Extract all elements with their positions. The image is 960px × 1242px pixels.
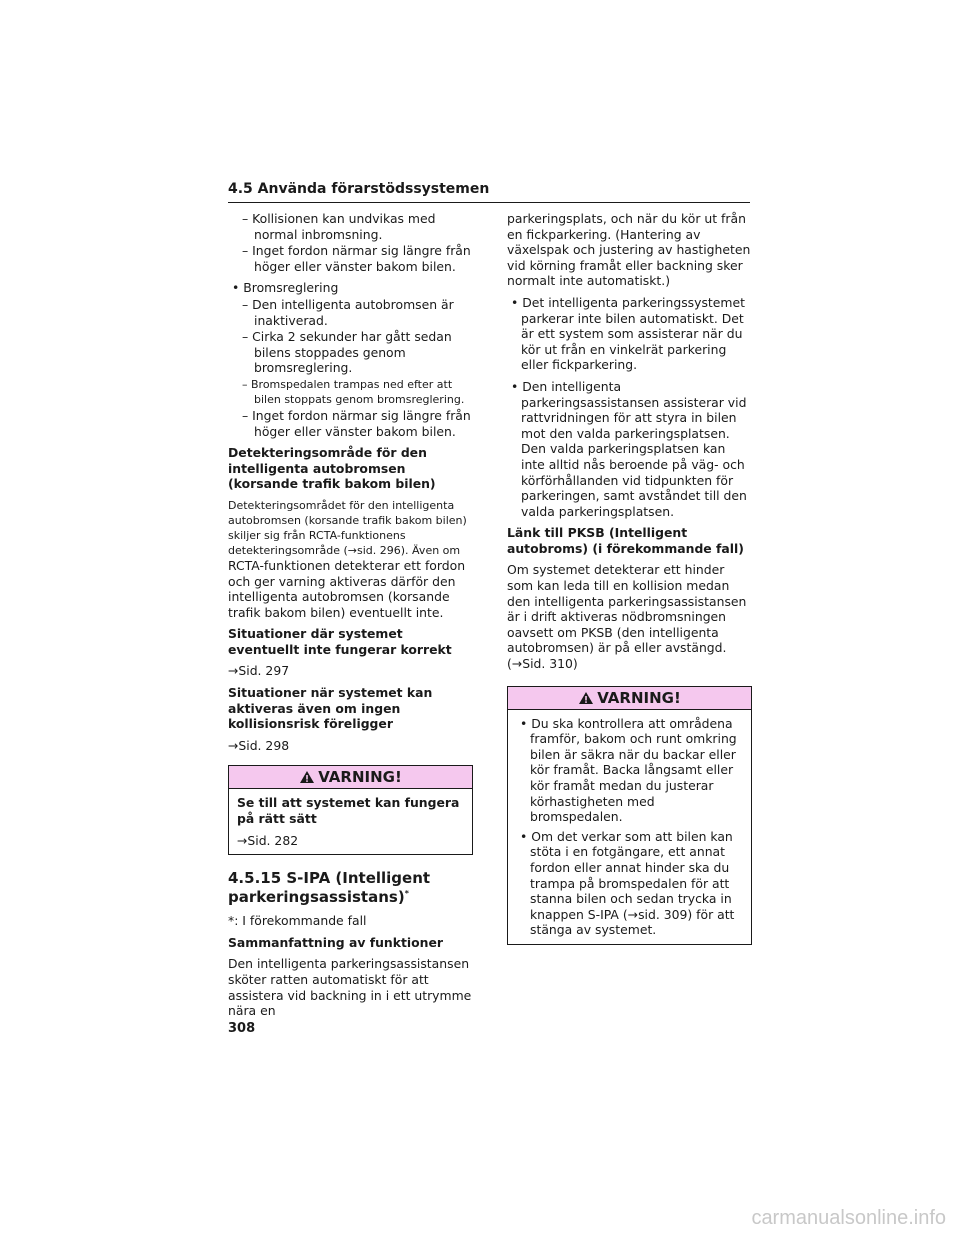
warning-title: Se till att systemet kan fungera på rätt sätt	[237, 795, 460, 827]
warning-box	[228, 765, 473, 855]
page-reference-link[interactable]: →Sid. 297	[228, 663, 290, 679]
list-item: • Den intelligenta parkeringsassistansen assisterar vid rattvridningen för att styra in bilen mot den valda parkeringsplatsen. Den valda parkeringsplatsen kan inte alltid nås beroende på väg- och körförhållanden vid tidpunkten för parkeringen, samt avståndet till den valda parkeringsplatsen.	[511, 378, 747, 519]
warning-label: VARNING!	[318, 768, 402, 787]
section-header-title: 4.5 Använda förarstödssystemen	[228, 181, 490, 197]
page-number: 308	[228, 1021, 256, 1036]
list-item: • Du ska kontrollera att områdena framför, bakom och runt omkring bilen är säkra när du backar eller kör framåt. Backa långsamt eller kör framåt medan du justerar körhastigheten med bromspedalen.	[520, 715, 737, 825]
list-item: – Bromspedalen trampas ned efter att bilen stoppats genom bromsreglering.	[242, 377, 465, 406]
continued-text: parkeringsplats, och när du kör ut från en fickparkering. (Hantering av växelspak och justering av hastigheten vid körning framåt eller backning sker normalt inte automatiskt.)	[507, 211, 751, 289]
subheading-pksb: Länk till PKSB (Intelligent autobroms) (i förekommande fall)	[507, 525, 744, 556]
warning-icon	[578, 691, 594, 705]
list-item: • Bromsreglering	[232, 280, 339, 296]
warning-icon	[299, 770, 315, 784]
detection-text-small: Detekteringsområdet för den intelligenta autobromsen (korsande trafik bakom bilen) skiljer sig från RCTA-funktionens detekteringsområde (→sid. 296). Även om	[228, 498, 467, 557]
page-reference-link[interactable]: →Sid. 298	[228, 737, 290, 753]
section-title-text: 4.5.15 S-IPA (Intelligent parkeringsassistans)	[228, 869, 431, 907]
subheading-detection: Detekteringsområde för den intelligenta autobromsen (korsande trafik bakom bilen)	[228, 445, 436, 492]
footnote: *: I förekommande fall	[228, 913, 367, 929]
subheading-summary: Sammanfattning av funktioner	[228, 934, 444, 950]
warning-box	[507, 686, 752, 945]
page-reference-link[interactable]: →Sid. 282	[237, 832, 299, 848]
page-header	[228, 178, 750, 203]
summary-text: Den intelligenta parkeringsassistansen sköter ratten automatiskt för att assistera vid backning in i ett utrymme nära en	[228, 956, 472, 1019]
warning-body	[508, 710, 751, 944]
list-item: – Inget fordon närmar sig längre från höger eller vänster bakom bilen.	[242, 407, 471, 439]
list-item: – Inget fordon närmar sig längre från höger eller vänster bakom bilen.	[242, 243, 471, 274]
list-item: – Den intelligenta autobromsen är inaktiverad.	[242, 296, 454, 328]
subheading-activation: Situationer när systemet kan aktiveras även om ingen kollisionsrisk föreligger	[228, 685, 433, 732]
warning-label: VARNING!	[597, 688, 681, 707]
pksb-text: Om systemet detekterar ett hinder som kan leda till en kollision medan den intelligenta parkeringsassistansen är i drift aktiveras nödbromsningen oavsett om PKSB (den intelligenta autobromsen) är på eller avstängd. (→Sid. 310)	[507, 562, 747, 672]
list-item: • Om det verkar som att bilen kan stöta i en fotgängare, ett annat fordon eller annat hinder ska du trampa på bromspedalen för att stanna bilen och sedan trycka in knappen S-IPA (→sid. 309) för att stänga av systemet.	[520, 828, 735, 938]
detection-text: RCTA-funktionen detekterar ett fordon och ger varning aktiveras därför den intelligenta autobromsen (korsande trafik bakom bilen) eventuellt inte.	[228, 557, 466, 620]
list-item: • Det intelligenta parkeringssystemet parkerar inte bilen automatiskt. Det är ett system som assisterar när du kör ut från en vinkelrät parkering eller fickparkering.	[511, 294, 745, 373]
list-item: – Kollisionen kan undvikas med normal inbromsning.	[242, 211, 436, 242]
section-title	[228, 869, 473, 907]
list-item: – Cirka 2 sekunder har gått sedan bilens stoppades genom bromsreglering.	[242, 329, 452, 376]
section-title-asterisk: *	[404, 889, 409, 899]
warning-header	[229, 766, 472, 789]
right-column	[507, 211, 752, 951]
watermark: carmanualsonline.info	[751, 1207, 946, 1229]
left-column	[228, 211, 473, 1025]
warning-header	[508, 687, 751, 710]
subheading-situations: Situationer där systemet eventuellt inte fungerar korrekt	[228, 626, 452, 657]
warning-body	[229, 789, 472, 854]
